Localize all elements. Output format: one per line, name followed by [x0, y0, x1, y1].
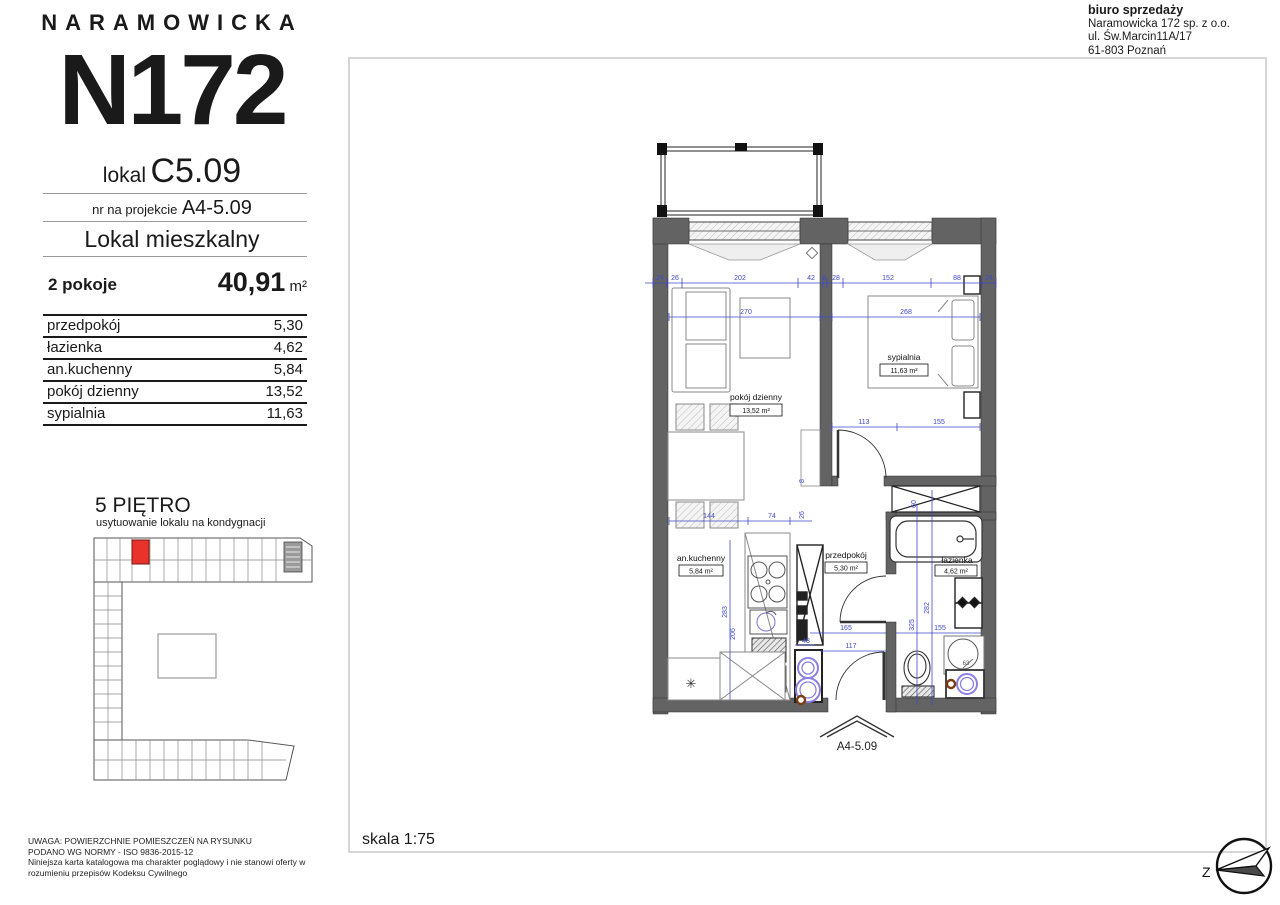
- disclaimer-line: PODANO WG NORMY - ISO 9836-2015-12: [28, 846, 194, 857]
- hall-label: przedpokój: [825, 550, 867, 560]
- sofa: [672, 288, 730, 392]
- hall-area: 5,30 m²: [834, 565, 858, 573]
- washbasin: [944, 636, 984, 674]
- tall-cabinet: [797, 545, 823, 645]
- unit-type: Lokal mieszkalny: [84, 226, 260, 252]
- svg-text:24: 24: [985, 275, 993, 282]
- svg-text:202: 202: [734, 275, 746, 282]
- svg-text:48: 48: [802, 638, 810, 645]
- bedroom-door: [838, 430, 886, 478]
- office-title: biuro sprzedaży: [1088, 3, 1184, 17]
- floor-subtitle: usytuowanie lokalu na kondygnacji: [96, 517, 266, 529]
- sales-office-block: [1088, 4, 1230, 58]
- room-name: sypialnia: [43, 403, 224, 425]
- svg-text:144: 144: [703, 513, 715, 520]
- svg-text:26: 26: [671, 275, 679, 282]
- svg-text:152: 152: [882, 275, 894, 282]
- entrance-marker: [820, 716, 894, 737]
- rooms-count: 2 pokoje: [48, 275, 117, 294]
- disclaimer-line: rozumieniu przepisów Kodeksu Cywilnego: [28, 867, 188, 878]
- room-area: 11,63: [224, 403, 307, 425]
- table-row: [43, 337, 307, 359]
- wardrobe: [892, 486, 980, 512]
- svg-text:165: 165: [840, 625, 852, 632]
- room-name: przedpokój: [43, 315, 224, 337]
- dining-set: [668, 404, 744, 528]
- toilet: [902, 651, 934, 697]
- project-line: [0, 197, 344, 220]
- room-area: 5,84: [224, 359, 307, 381]
- project-code: A4-5.09: [181, 197, 252, 219]
- entrance-code: A4-5.09: [836, 741, 878, 753]
- table-row: [43, 359, 307, 381]
- total-area: 40,91: [217, 267, 286, 297]
- svg-text:26: 26: [799, 511, 806, 519]
- building-number: N172: [58, 34, 286, 146]
- room-name: an.kuchenny: [43, 359, 224, 381]
- bath-cabinet: [955, 578, 982, 628]
- shaft: [801, 430, 820, 486]
- room-name: łazienka: [43, 337, 224, 359]
- svg-text:24: 24: [656, 275, 664, 282]
- entrance-door: [836, 652, 884, 700]
- office-line: Naramowicka 172 sp. z o.o.: [1088, 17, 1230, 30]
- washing-machine: [946, 670, 984, 698]
- kitchen-area: 5,84 m²: [689, 568, 713, 576]
- table-row: [43, 315, 307, 337]
- compass: [1196, 826, 1280, 902]
- brand-name: NARAMOWICKA: [41, 10, 303, 35]
- disclaimer-line: Niniejsza karta katalogowa ma charakter poglądowy i nie stanowi oferty w: [28, 857, 306, 867]
- nightstand: [964, 392, 980, 418]
- room-area: 4,62: [224, 337, 307, 359]
- svg-text:155: 155: [934, 625, 946, 632]
- bedroom-area: 11,63 m²: [890, 368, 918, 375]
- svg-text:60: 60: [911, 500, 918, 508]
- vent-symbol: [806, 247, 817, 258]
- unit-line: [0, 152, 344, 191]
- project-label: nr na projekcie: [92, 202, 178, 217]
- living-room-label: pokój dzienny: [730, 392, 782, 402]
- svg-text:42: 42: [807, 275, 815, 282]
- window: [689, 222, 800, 260]
- svg-text:325: 325: [909, 619, 916, 631]
- divider: [43, 256, 307, 257]
- bath-label: łazienka: [941, 555, 973, 565]
- bedroom-label: sypialnia: [887, 352, 921, 362]
- living-room-area: 13,52 m²: [742, 408, 770, 415]
- room-area: 13,52: [224, 381, 307, 403]
- svg-text:117: 117: [845, 643, 857, 650]
- svg-text:88: 88: [953, 275, 961, 282]
- scale-label: skala 1:75: [362, 831, 435, 848]
- unit-label: lokal: [102, 164, 146, 187]
- unit-code: C5.09: [150, 152, 242, 190]
- bath-area: 4,62 m²: [944, 568, 968, 576]
- room-area: 5,30: [224, 315, 307, 337]
- compass-arrow-outline: [1216, 848, 1269, 870]
- balcony: [661, 147, 821, 215]
- svg-text:8: 8: [799, 479, 806, 483]
- svg-text:282: 282: [924, 602, 931, 614]
- svg-text:206: 206: [730, 628, 737, 640]
- divider: [43, 193, 307, 194]
- window: [848, 222, 932, 260]
- floor-title: 5 PIĘTRO: [95, 494, 191, 517]
- svg-text:113: 113: [858, 419, 870, 426]
- divider: [43, 221, 307, 222]
- kitchen-label: an.kuchenny: [676, 553, 726, 563]
- svg-text:283: 283: [722, 606, 729, 618]
- keyplan-courtyard: [158, 634, 216, 678]
- total-area-unit: m²: [289, 278, 307, 295]
- disclaimer: [28, 836, 328, 878]
- table-row: [43, 403, 307, 425]
- nightstand: [964, 276, 980, 294]
- bathroom-door: [840, 576, 886, 622]
- svg-text:155: 155: [933, 419, 945, 426]
- building-key-plan: [88, 532, 323, 784]
- disclaimer-line: UWAGA: POWIERZCHNIE POMIESZCZEŃ NA RYSUNKU: [28, 836, 252, 846]
- svg-text:270: 270: [740, 309, 752, 316]
- office-line: 61-803 Poznań: [1088, 44, 1167, 57]
- svg-text:63: 63: [962, 661, 970, 667]
- svg-text:74: 74: [768, 513, 776, 520]
- floor-plan: [610, 135, 1030, 760]
- area-row: [43, 264, 307, 298]
- office-line: ul. Św.Marcin11A/17: [1088, 31, 1192, 43]
- compass-west-letter: Z: [1202, 864, 1211, 880]
- room-area-table: [43, 314, 307, 426]
- room-name: pokój dzienny: [43, 381, 224, 403]
- lamp-symbol: ✳: [685, 676, 697, 691]
- svg-text:268: 268: [900, 309, 912, 316]
- coffee-table: [740, 298, 790, 358]
- svg-text:28: 28: [832, 275, 840, 282]
- heating-manifold: [795, 650, 822, 704]
- balcony-posts: [657, 143, 823, 217]
- highlighted-unit: [132, 540, 149, 564]
- svg-text:8: 8: [822, 275, 826, 282]
- table-row: [43, 381, 307, 403]
